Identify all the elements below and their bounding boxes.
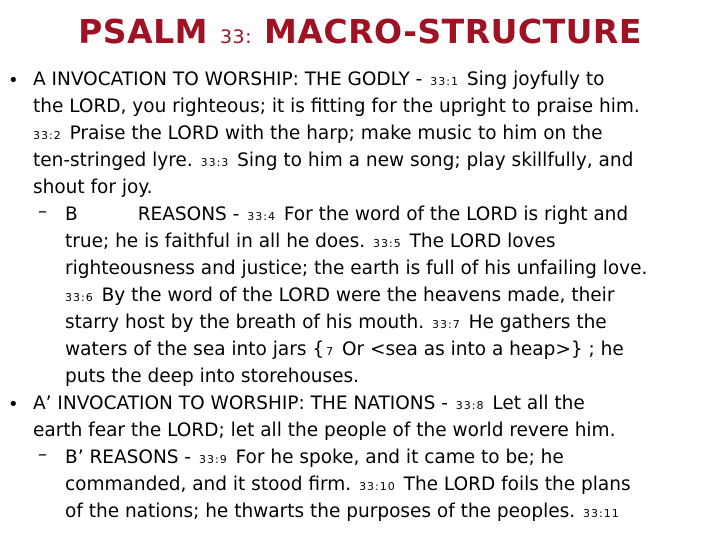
verse-text: Sing joyfully to: [460, 69, 605, 90]
outline-line: earth fear the LORD; let all the people of the world revere him.: [33, 420, 616, 441]
verse-text: He gathers the: [462, 312, 607, 333]
outline-line: puts the deep into storehouses.: [65, 366, 360, 387]
title-macro-structure: MACRO-STRUCTURE: [264, 12, 642, 51]
verse-text: For he spoke, and it came to be; he: [229, 447, 564, 468]
title-chapter-number: 33:: [219, 26, 253, 48]
outline-line: [65, 336, 624, 363]
verse-number: 33:7: [432, 318, 461, 331]
outline-line: [65, 282, 614, 309]
bullet-icon: •: [8, 70, 19, 91]
bullet-icon: •: [8, 394, 19, 415]
outline-line: shout for joy.: [33, 177, 153, 198]
outline-line: righteousness and justice; the earth is full of his unfailing love.: [65, 258, 648, 279]
verse-text: true; he is faithful in all he does.: [65, 231, 372, 252]
dash-icon: –: [38, 201, 47, 222]
slide-title: [0, 12, 720, 51]
footnote-number: 7: [326, 345, 335, 358]
verse-number: 33:2: [33, 129, 62, 142]
verse-number: 33:10: [359, 480, 396, 493]
outline-line: [65, 228, 556, 255]
verse-text: Praise the LORD with the harp; make music to him on the: [63, 123, 603, 144]
verse-text: Or <sea as into a heap>} ; he: [336, 339, 624, 360]
outline-line: [33, 147, 633, 174]
verse-number: 33:8: [455, 399, 485, 412]
verse-number: 33:9: [198, 453, 228, 466]
verse-text: The LORD loves: [403, 231, 556, 252]
outline-line: [65, 471, 631, 498]
verse-number: 33:4: [247, 210, 276, 223]
outline-line: [65, 444, 564, 471]
verse-number: 33:1: [430, 75, 459, 88]
section-heading: A’ INVOCATION TO WORSHIP: THE NATIONS -: [33, 393, 454, 414]
verse-text: of the nations; he thwarts the purposes of the peoples.: [65, 501, 581, 522]
verse-text: starry host by the breath of his mouth.: [65, 312, 430, 333]
outline-line: [33, 390, 585, 417]
outline-line: the LORD, you righteous; it is fitting for the upright to praise him.: [33, 96, 640, 117]
section-letter: B: [65, 204, 78, 225]
section-heading: B’ REASONS -: [65, 447, 197, 468]
section-heading: A INVOCATION TO WORSHIP: THE GODLY -: [33, 69, 429, 90]
outline-line: [65, 309, 607, 336]
section-heading: REASONS -: [137, 204, 246, 225]
verse-number: 33:5: [373, 237, 402, 250]
outline-line: [33, 120, 602, 147]
verse-text: waters of the sea into jars {: [65, 339, 325, 360]
verse-text: Let all the: [486, 393, 585, 414]
verse-text: commanded, and it stood firm.: [65, 474, 358, 495]
verse-number: 33:6: [65, 291, 94, 304]
outline-line: [65, 498, 622, 525]
outline-line: [33, 66, 604, 93]
outline-line: [65, 201, 628, 228]
verse-text: Sing to him a new song; play skillfully, and: [231, 150, 634, 171]
verse-text: ten-stringed lyre.: [33, 150, 199, 171]
dash-icon: –: [38, 444, 47, 465]
verse-text: For the word of the LORD is right and: [277, 204, 629, 225]
verse-number: 33:3: [200, 156, 230, 169]
verse-text: The LORD foils the plans: [397, 474, 631, 495]
verse-text: By the word of the LORD were the heavens made, their: [95, 285, 615, 306]
verse-number: 33:11: [583, 507, 620, 520]
title-psalm: PSALM: [78, 12, 208, 51]
